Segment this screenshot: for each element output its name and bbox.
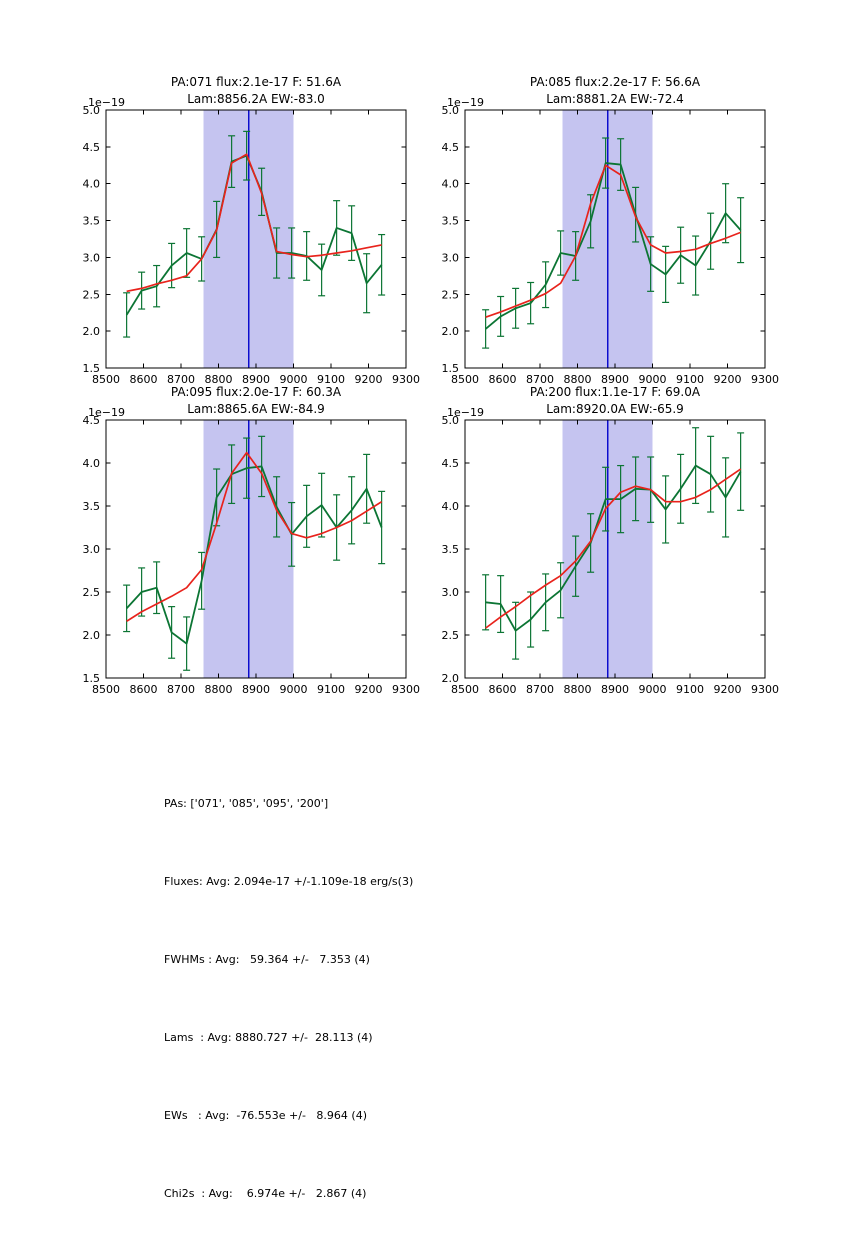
chart-title-line2: Lam:8920.0A EW:-65.9 — [546, 402, 684, 416]
svg-text:2.0: 2.0 — [82, 629, 100, 642]
svg-text:8500: 8500 — [92, 683, 120, 696]
svg-text:3.0: 3.0 — [441, 251, 459, 265]
svg-text:8600: 8600 — [129, 683, 158, 696]
svg-text:9000: 9000 — [279, 373, 308, 386]
svg-text:5.0: 5.0 — [441, 414, 459, 427]
stats-line-ews: EWs : Avg: -76.553e +/- 8.964 (4) — [164, 1109, 367, 1122]
chart-canvas-pa095 — [36, 362, 431, 718]
svg-text:8800: 8800 — [563, 683, 592, 696]
stats-line-chi2s: Chi2s : Avg: 6.974e +/- 2.867 (4) — [164, 1187, 367, 1200]
svg-text:3.5: 3.5 — [441, 543, 459, 556]
stats-line-fluxes: Fluxes: Avg: 2.094e-17 +/-1.109e-18 erg/s(3) — [164, 875, 414, 888]
svg-text:3.5: 3.5 — [441, 214, 459, 228]
svg-text:9200: 9200 — [354, 683, 383, 696]
stats-line-lams: Lams : Avg: 8880.727 +/- 28.113 (4) — [164, 1031, 373, 1044]
y-offset-label: 1e−19 — [88, 406, 125, 419]
y-offset-label: 1e−19 — [88, 96, 125, 109]
chart-canvas-pa200 — [395, 362, 790, 718]
stats-block — [164, 739, 413, 1259]
subplot-pa071 — [36, 52, 431, 408]
svg-text:5.0: 5.0 — [82, 104, 100, 117]
svg-text:8900: 8900 — [601, 683, 629, 696]
svg-text:9100: 9100 — [676, 683, 704, 696]
chart-canvas-pa071 — [36, 52, 431, 408]
svg-text:8800: 8800 — [204, 373, 233, 386]
svg-text:3.0: 3.0 — [441, 586, 459, 599]
svg-text:9200: 9200 — [713, 683, 742, 696]
chart-canvas-pa085 — [395, 52, 790, 408]
chart-title-line1: PA:200 flux:1.1e-17 F: 69.0A — [529, 385, 701, 399]
svg-text:8700: 8700 — [526, 373, 554, 386]
svg-text:9200: 9200 — [713, 373, 742, 386]
svg-text:9000: 9000 — [279, 683, 308, 696]
svg-text:4.0: 4.0 — [441, 177, 459, 191]
svg-text:9100: 9100 — [317, 373, 345, 386]
chart-title-line2: Lam:8865.6A EW:-84.9 — [187, 402, 325, 416]
chart-title-line1: PA:095 flux:2.0e-17 F: 60.3A — [170, 385, 342, 399]
svg-text:8500: 8500 — [92, 373, 120, 386]
subplot-pa095 — [36, 362, 431, 718]
svg-text:8900: 8900 — [601, 373, 629, 386]
chart-title-line1: PA:071 flux:2.1e-17 F: 51.6A — [170, 75, 342, 89]
svg-text:9300: 9300 — [751, 373, 779, 386]
chart-title-line2: Lam:8881.2A EW:-72.4 — [546, 92, 684, 106]
svg-text:3.5: 3.5 — [82, 500, 100, 513]
svg-text:8800: 8800 — [204, 683, 233, 696]
svg-text:8600: 8600 — [488, 373, 517, 386]
svg-text:2.0: 2.0 — [441, 672, 459, 685]
svg-text:4.5: 4.5 — [441, 457, 459, 470]
svg-text:8900: 8900 — [242, 683, 270, 696]
svg-text:4.0: 4.0 — [441, 500, 459, 513]
svg-text:8500: 8500 — [451, 683, 479, 696]
svg-text:8700: 8700 — [167, 373, 195, 386]
svg-text:9000: 9000 — [638, 683, 667, 696]
svg-text:8900: 8900 — [242, 373, 270, 386]
svg-text:2.0: 2.0 — [441, 325, 459, 339]
svg-text:2.0: 2.0 — [82, 325, 100, 339]
svg-text:2.5: 2.5 — [82, 586, 100, 599]
svg-text:8800: 8800 — [563, 373, 592, 386]
svg-text:5.0: 5.0 — [441, 104, 459, 117]
svg-text:2.5: 2.5 — [441, 288, 459, 302]
svg-text:8700: 8700 — [167, 683, 195, 696]
svg-text:8500: 8500 — [451, 373, 479, 386]
svg-text:1.5: 1.5 — [82, 672, 100, 685]
svg-text:4.5: 4.5 — [82, 140, 100, 154]
svg-text:3.0: 3.0 — [82, 251, 100, 265]
svg-text:2.5: 2.5 — [441, 629, 459, 642]
svg-text:3.0: 3.0 — [82, 543, 100, 556]
svg-text:9200: 9200 — [354, 373, 383, 386]
y-offset-label: 1e−19 — [447, 406, 484, 419]
y-offset-label: 1e−19 — [447, 96, 484, 109]
svg-text:2.5: 2.5 — [82, 288, 100, 302]
svg-text:1.5: 1.5 — [82, 362, 100, 375]
svg-text:8600: 8600 — [488, 683, 517, 696]
svg-text:9100: 9100 — [317, 683, 345, 696]
svg-text:9100: 9100 — [676, 373, 704, 386]
svg-text:4.0: 4.0 — [82, 457, 100, 470]
svg-text:9300: 9300 — [751, 683, 779, 696]
chart-title-line1: PA:085 flux:2.2e-17 F: 56.6A — [529, 75, 701, 89]
subplot-pa200 — [395, 362, 790, 718]
svg-text:4.5: 4.5 — [441, 140, 459, 154]
svg-text:9300: 9300 — [392, 373, 420, 386]
svg-text:4.0: 4.0 — [82, 177, 100, 191]
svg-text:3.5: 3.5 — [82, 214, 100, 228]
subplot-pa085 — [395, 52, 790, 408]
svg-text:4.5: 4.5 — [82, 414, 100, 427]
stats-line-pas: PAs: ['071', '085', '095', '200'] — [164, 797, 329, 810]
svg-text:8600: 8600 — [129, 373, 158, 386]
svg-text:1.5: 1.5 — [441, 362, 459, 375]
stats-line-fwhms: FWHMs : Avg: 59.364 +/- 7.353 (4) — [164, 953, 370, 966]
svg-text:8700: 8700 — [526, 683, 554, 696]
chart-title-line2: Lam:8856.2A EW:-83.0 — [187, 92, 325, 106]
svg-text:9300: 9300 — [392, 683, 420, 696]
svg-text:9000: 9000 — [638, 373, 667, 386]
